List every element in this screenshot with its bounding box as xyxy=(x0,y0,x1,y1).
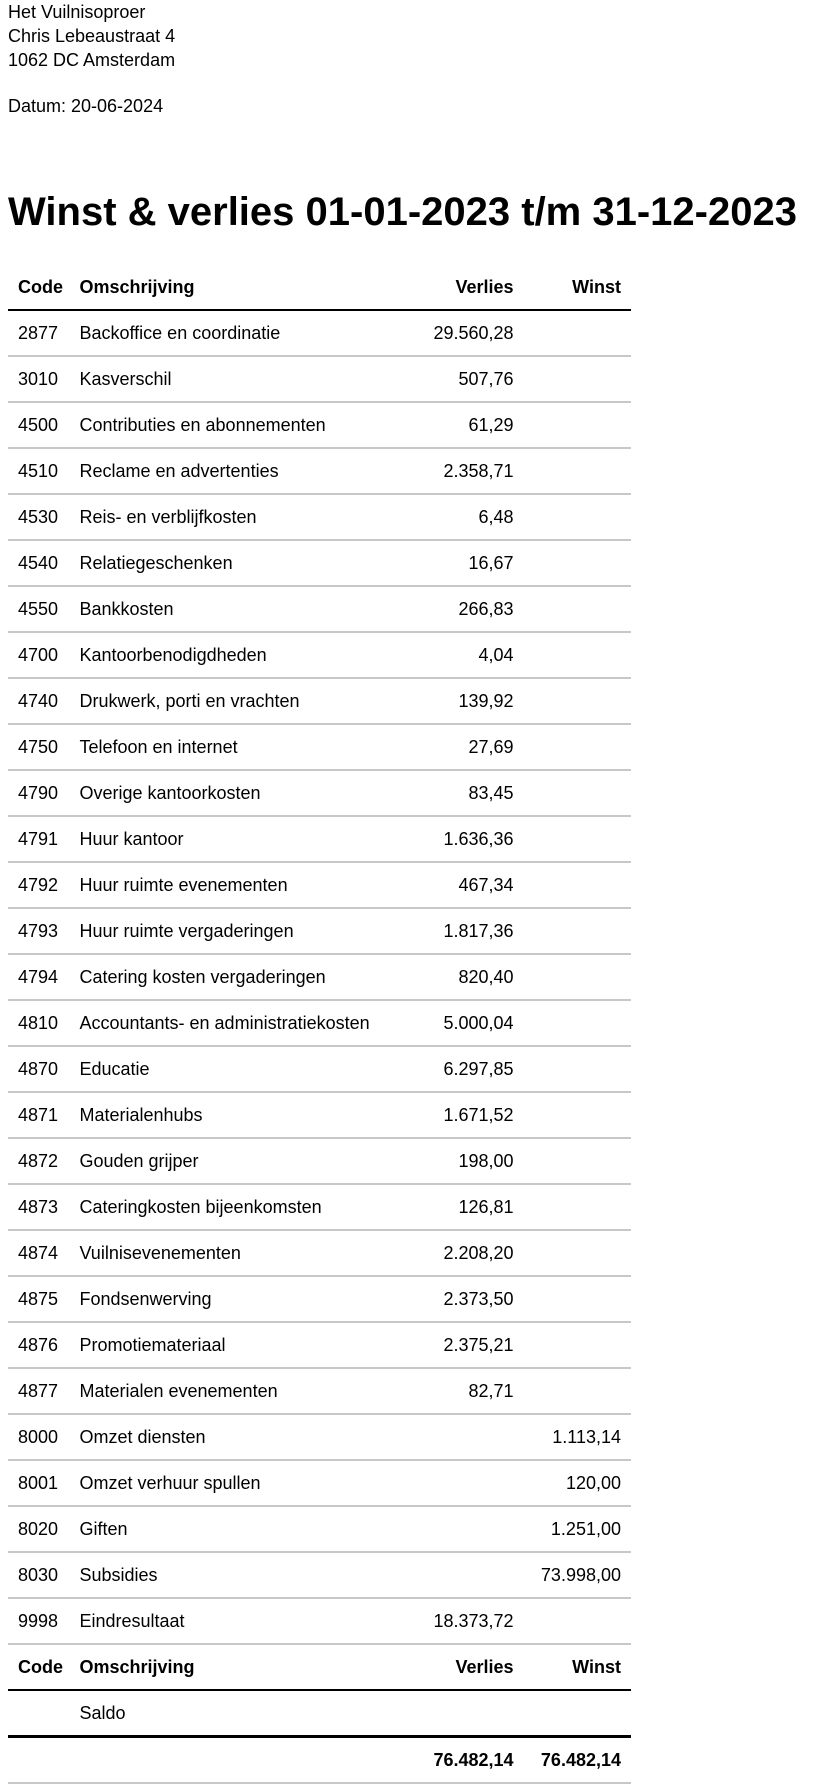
column-header-loss: Verlies xyxy=(406,265,513,310)
row-loss: 4,04 xyxy=(406,632,513,678)
row-loss: 16,67 xyxy=(406,540,513,586)
row-loss: 5.000,04 xyxy=(406,1000,513,1046)
row-description: Omzet diensten xyxy=(79,1414,406,1460)
footer-header-description: Omschrijving xyxy=(79,1644,406,1690)
row-win: 120,00 xyxy=(514,1460,631,1506)
row-loss: 18.373,72 xyxy=(406,1598,513,1644)
row-win xyxy=(514,724,631,770)
company-address xyxy=(8,0,175,72)
table-row xyxy=(8,1138,631,1184)
table-row xyxy=(8,448,631,494)
table-row xyxy=(8,1046,631,1092)
row-win xyxy=(514,1000,631,1046)
table-row xyxy=(8,678,631,724)
row-description: Gouden grijper xyxy=(79,1138,406,1184)
row-code: 4740 xyxy=(8,678,79,724)
row-code: 8020 xyxy=(8,1506,79,1552)
row-code: 4550 xyxy=(8,586,79,632)
row-description: Telefoon en internet xyxy=(79,724,406,770)
column-header-win: Winst xyxy=(514,265,631,310)
row-loss: 198,00 xyxy=(406,1138,513,1184)
table-row xyxy=(8,632,631,678)
row-loss: 2.373,50 xyxy=(406,1276,513,1322)
row-win xyxy=(514,448,631,494)
row-description: Catering kosten vergaderingen xyxy=(79,954,406,1000)
row-loss: 61,29 xyxy=(406,402,513,448)
table-row xyxy=(8,1092,631,1138)
row-loss: 6.297,85 xyxy=(406,1046,513,1092)
table-row xyxy=(8,586,631,632)
row-code: 4791 xyxy=(8,816,79,862)
row-code: 8030 xyxy=(8,1552,79,1598)
row-loss: 83,45 xyxy=(406,770,513,816)
table-row xyxy=(8,954,631,1000)
row-code: 4871 xyxy=(8,1092,79,1138)
row-code: 8001 xyxy=(8,1460,79,1506)
table-footer-header-row xyxy=(8,1644,631,1690)
row-description: Eindresultaat xyxy=(79,1598,406,1644)
table-row xyxy=(8,1322,631,1368)
row-loss: 1.636,36 xyxy=(406,816,513,862)
column-header-code: Code xyxy=(8,265,79,310)
report-date: Datum: 20-06-2024 xyxy=(8,96,164,116)
row-code: 4872 xyxy=(8,1138,79,1184)
row-win xyxy=(514,310,631,356)
row-description: Kasverschil xyxy=(79,356,406,402)
row-description: Kantoorbenodigdheden xyxy=(79,632,406,678)
saldo-code xyxy=(8,1690,79,1737)
row-win xyxy=(514,356,631,402)
column-header-description: Omschrijving xyxy=(79,265,406,310)
row-win xyxy=(514,1598,631,1644)
table-row xyxy=(8,1276,631,1322)
table-row xyxy=(8,816,631,862)
row-description: Reis- en verblijfkosten xyxy=(79,494,406,540)
saldo-label: Saldo xyxy=(79,1690,406,1737)
saldo-win xyxy=(514,1690,631,1737)
row-loss: 29.560,28 xyxy=(406,310,513,356)
row-code: 8000 xyxy=(8,1414,79,1460)
row-win xyxy=(514,678,631,724)
row-code: 4750 xyxy=(8,724,79,770)
row-code: 2877 xyxy=(8,310,79,356)
row-code: 4875 xyxy=(8,1276,79,1322)
row-loss: 2.208,20 xyxy=(406,1230,513,1276)
row-description: Omzet verhuur spullen xyxy=(79,1460,406,1506)
row-description: Contributies en abonnementen xyxy=(79,402,406,448)
row-loss: 139,92 xyxy=(406,678,513,724)
row-description: Materialenhubs xyxy=(79,1092,406,1138)
row-code: 4700 xyxy=(8,632,79,678)
table-row xyxy=(8,862,631,908)
row-description: Fondsenwerving xyxy=(79,1276,406,1322)
row-loss: 266,83 xyxy=(406,586,513,632)
table-header-row xyxy=(8,265,631,310)
table-row xyxy=(8,310,631,356)
row-win xyxy=(514,1276,631,1322)
row-win xyxy=(514,770,631,816)
total-description xyxy=(79,1737,406,1784)
row-loss: 6,48 xyxy=(406,494,513,540)
table-row xyxy=(8,1598,631,1644)
table-row xyxy=(8,1184,631,1230)
row-loss: 820,40 xyxy=(406,954,513,1000)
row-code: 4510 xyxy=(8,448,79,494)
row-description: Bankkosten xyxy=(79,586,406,632)
row-loss: 27,69 xyxy=(406,724,513,770)
row-description: Giften xyxy=(79,1506,406,1552)
total-loss: 76.482,14 xyxy=(406,1737,513,1784)
table-row xyxy=(8,540,631,586)
row-loss: 82,71 xyxy=(406,1368,513,1414)
row-code: 4530 xyxy=(8,494,79,540)
row-description: Educatie xyxy=(79,1046,406,1092)
row-code: 4873 xyxy=(8,1184,79,1230)
row-code: 4877 xyxy=(8,1368,79,1414)
row-loss xyxy=(406,1552,513,1598)
company-name: Het Vuilnisoproer xyxy=(8,2,146,22)
table-row xyxy=(8,908,631,954)
row-code: 3010 xyxy=(8,356,79,402)
row-loss xyxy=(406,1460,513,1506)
row-description: Reclame en advertenties xyxy=(79,448,406,494)
row-win xyxy=(514,954,631,1000)
footer-header-win: Winst xyxy=(514,1644,631,1690)
row-loss xyxy=(406,1506,513,1552)
footer-header-code: Code xyxy=(8,1644,79,1690)
row-code: 9998 xyxy=(8,1598,79,1644)
saldo-row xyxy=(8,1690,631,1737)
table-row xyxy=(8,1414,631,1460)
table-row xyxy=(8,770,631,816)
table-body xyxy=(8,310,631,1644)
row-win: 1.113,14 xyxy=(514,1414,631,1460)
row-code: 4790 xyxy=(8,770,79,816)
row-win: 73.998,00 xyxy=(514,1552,631,1598)
row-description: Subsidies xyxy=(79,1552,406,1598)
row-loss: 126,81 xyxy=(406,1184,513,1230)
row-description: Materialen evenementen xyxy=(79,1368,406,1414)
company-street: Chris Lebeaustraat 4 xyxy=(8,26,176,46)
row-description: Overige kantoorkosten xyxy=(79,770,406,816)
row-win xyxy=(514,632,631,678)
row-code: 4792 xyxy=(8,862,79,908)
row-win xyxy=(514,816,631,862)
row-description: Cateringkosten bijeenkomsten xyxy=(79,1184,406,1230)
row-win xyxy=(514,1184,631,1230)
table-row xyxy=(8,1000,631,1046)
row-code: 4874 xyxy=(8,1230,79,1276)
totals-row xyxy=(8,1737,631,1784)
row-win xyxy=(514,1230,631,1276)
row-description: Huur ruimte evenementen xyxy=(79,862,406,908)
profit-loss-table xyxy=(8,265,631,1784)
saldo-loss xyxy=(406,1690,513,1737)
row-win xyxy=(514,862,631,908)
row-description: Relatiegeschenken xyxy=(79,540,406,586)
row-loss: 467,34 xyxy=(406,862,513,908)
table-row xyxy=(8,1552,631,1598)
table-row xyxy=(8,402,631,448)
row-code: 4500 xyxy=(8,402,79,448)
row-description: Backoffice en coordinatie xyxy=(79,310,406,356)
company-city: 1062 DC Amsterdam xyxy=(8,50,176,70)
row-win xyxy=(514,1368,631,1414)
row-loss: 1.671,52 xyxy=(406,1092,513,1138)
table-row xyxy=(8,1230,631,1276)
row-win xyxy=(514,586,631,632)
table-row xyxy=(8,724,631,770)
row-win xyxy=(514,1138,631,1184)
row-loss: 1.817,36 xyxy=(406,908,513,954)
table-row xyxy=(8,494,631,540)
row-win xyxy=(514,1092,631,1138)
page-title: Winst & verlies 01-01-2023 t/m 31-12-2023 xyxy=(8,190,797,234)
row-loss: 2.375,21 xyxy=(406,1322,513,1368)
row-win xyxy=(514,1322,631,1368)
row-code: 4870 xyxy=(8,1046,79,1092)
row-win xyxy=(514,494,631,540)
table-footer xyxy=(8,1644,631,1783)
row-loss: 2.358,71 xyxy=(406,448,513,494)
row-loss: 507,76 xyxy=(406,356,513,402)
row-description: Huur kantoor xyxy=(79,816,406,862)
table-row xyxy=(8,1506,631,1552)
row-win xyxy=(514,540,631,586)
row-code: 4794 xyxy=(8,954,79,1000)
row-win xyxy=(514,1046,631,1092)
row-description: Drukwerk, porti en vrachten xyxy=(79,678,406,724)
row-description: Accountants- en administratiekosten xyxy=(79,1000,406,1046)
row-loss xyxy=(406,1414,513,1460)
row-code: 4793 xyxy=(8,908,79,954)
total-win: 76.482,14 xyxy=(514,1737,631,1784)
row-code: 4876 xyxy=(8,1322,79,1368)
row-code: 4810 xyxy=(8,1000,79,1046)
row-description: Promotiemateriaal xyxy=(79,1322,406,1368)
footer-header-loss: Verlies xyxy=(406,1644,513,1690)
row-win: 1.251,00 xyxy=(514,1506,631,1552)
table-row xyxy=(8,1368,631,1414)
row-code: 4540 xyxy=(8,540,79,586)
row-description: Vuilnisevenementen xyxy=(79,1230,406,1276)
row-win xyxy=(514,908,631,954)
total-code xyxy=(8,1737,79,1784)
table-row xyxy=(8,356,631,402)
row-win xyxy=(514,402,631,448)
row-description: Huur ruimte vergaderingen xyxy=(79,908,406,954)
table-row xyxy=(8,1460,631,1506)
